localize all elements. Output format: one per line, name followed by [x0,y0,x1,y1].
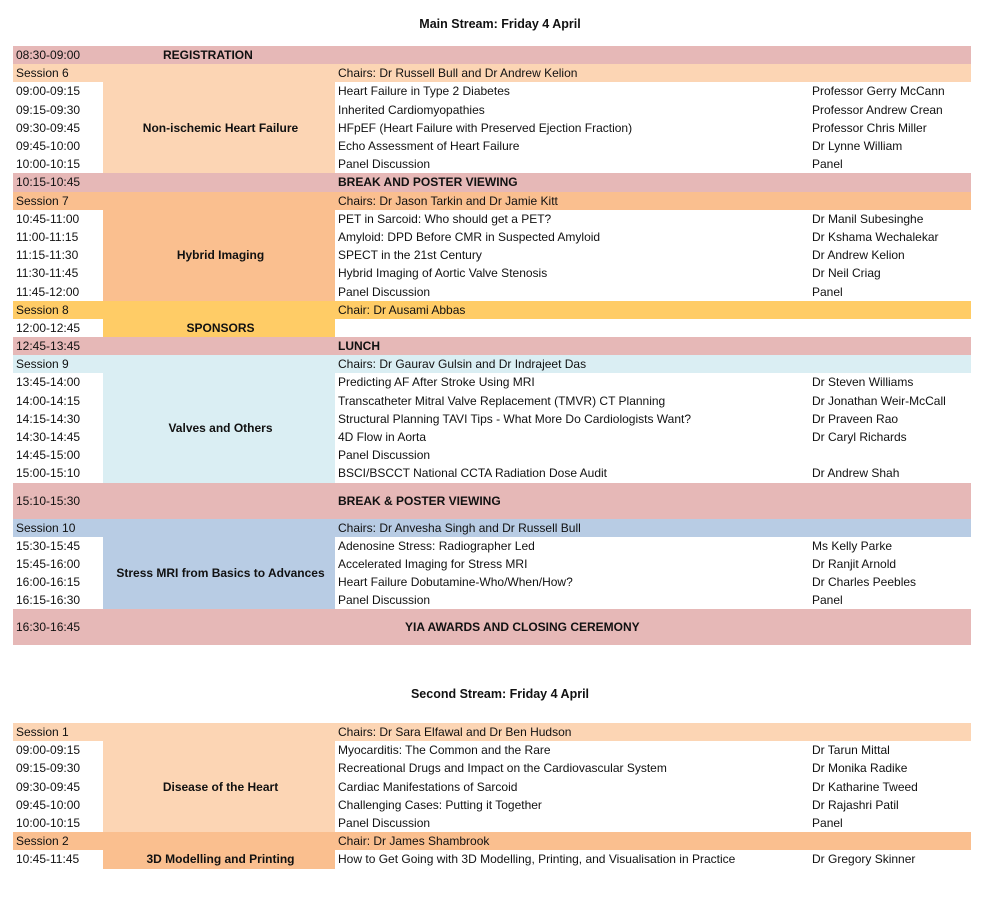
talk-speaker: Dr Andrew Kelion [812,248,905,263]
talk-title: Transcatheter Mitral Valve Replacement (TMVR) CT Planning [338,393,666,408]
talk-speaker: Dr Lynne William [812,139,903,154]
talk-speaker: Dr Jonathan Weir-McCall [812,393,946,408]
session-8-header [13,301,971,319]
registration-time: 08:30-09:00 [16,48,81,63]
table-row [13,850,971,868]
talk-time: 10:00-10:15 [16,157,81,172]
session-9-header [13,355,971,373]
talk-time: 09:45-10:00 [16,797,81,812]
closing-time: 16:30-16:45 [16,620,81,635]
talk-time: 10:00-10:15 [16,816,81,831]
talk-speaker: Dr Ranjit Arnold [812,556,897,571]
table-row [13,741,971,759]
talk-time: 15:45-16:00 [16,556,81,571]
talk-title: HFpEF (Heart Failure with Preserved Ejection Fraction) [338,120,633,135]
talk-speaker [809,446,971,464]
talk-time: 11:45-12:00 [16,284,80,299]
talk-title: SPECT in the 21st Century [338,248,482,263]
session-7-chairs: Chairs: Dr Jason Tarkin and Dr Jamie Kitt [338,193,558,208]
lunch-label: LUNCH [338,339,380,354]
registration-label: REGISTRATION [163,48,253,63]
talk-title: How to Get Going with 3D Modelling, Printing, and Visualisation in Practice [338,852,736,867]
session-7-theme: Hybrid Imaging [103,210,335,301]
table-row [13,373,971,391]
talk-speaker: Dr Steven Williams [812,375,914,390]
talk-speaker: Dr Caryl Richards [812,430,907,445]
session-6-label: Session 6 [16,66,69,81]
registration-row [13,46,971,64]
break-row [13,173,971,191]
session-6-header [13,64,971,82]
main-stream-title: Main Stream: Friday 4 April [419,17,581,31]
talk-title: Echo Assessment of Heart Failure [338,139,520,154]
talk-time: 10:45-11:45 [16,852,80,867]
session-9-theme: Valves and Others [103,373,335,482]
session-2-theme: 3D Modelling and Printing [103,850,335,868]
session-10-chairs: Chairs: Dr Anvesha Singh and Dr Russell Bull [338,520,581,535]
talk-title: Panel Discussion [338,284,431,299]
talk-title: Myocarditis: The Common and the Rare [338,743,551,758]
talk-time: 15:00-15:10 [16,466,81,481]
break-label: BREAK & POSTER VIEWING [338,493,501,508]
table-row [13,82,971,100]
session-1-label: Session 1 [16,725,69,740]
second-stream-title: Second Stream: Friday 4 April [410,687,590,701]
session-9-chairs: Chairs: Dr Gaurav Gulsin and Dr Indrajeet Das [338,357,587,372]
talk-speaker: Dr Tarun Mittal [812,743,890,758]
session-8-label: Session 8 [16,302,69,317]
talk-title: Challenging Cases: Putting it Together [338,797,542,812]
talk-speaker: Dr Gregory Skinner [812,852,916,867]
talk-speaker: Ms Kelly Parke [812,538,893,553]
table-row [13,210,971,228]
session-1-chairs: Chairs: Dr Sara Elfawal and Dr Ben Hudson [338,725,572,740]
talk-time: 09:30-09:45 [16,120,81,135]
talk-title: Inherited Cardiomyopathies [338,102,485,117]
session-10-label: Session 10 [16,520,76,535]
closing-row [13,609,971,645]
talk-title: 4D Flow in Aorta [338,430,427,445]
talk-title: Amyloid: DPD Before CMR in Suspected Amyloid [338,229,601,244]
session-1-header [13,723,971,741]
talk-title: Panel Discussion [338,157,431,172]
talk-speaker: Professor Chris Miller [812,120,927,135]
talk-speaker: Professor Gerry McCann [812,84,945,99]
talk-speaker: Panel [812,816,843,831]
talk-title: Heart Failure in Type 2 Diabetes [338,84,510,99]
table-row [13,537,971,555]
talk-time: 14:45-15:00 [16,448,81,463]
talk-time: 14:15-14:30 [16,411,81,426]
talk-title: Adenosine Stress: Radiographer Led [338,538,535,553]
talk-time: 10:45-11:00 [16,211,80,226]
break-time: 10:15-10:45 [16,175,81,190]
lunch-time: 12:45-13:45 [16,339,81,354]
talk-speaker: Panel [812,284,843,299]
talk-title: Accelerated Imaging for Stress MRI [338,556,528,571]
talk-speaker: Panel [812,593,843,608]
break-time: 15:10-15:30 [16,493,81,508]
talk-title: Structural Planning TAVI Tips - What More Do Cardiologists Want? [338,411,692,426]
talk-title: Cardiac Manifestations of Sarcoid [338,779,518,794]
talk-speaker: Dr Neil Criag [812,266,881,281]
talk-time: 11:30-11:45 [16,266,79,281]
talk-title: Recreational Drugs and Impact on the Cardiovascular System [338,761,667,776]
session-1-theme: Disease of the Heart [103,741,335,832]
break-label: BREAK AND POSTER VIEWING [338,175,518,190]
talk-title: Panel Discussion [338,593,431,608]
talk-time: 16:00-16:15 [16,575,81,590]
session-8-chair: Chair: Dr Ausami Abbas [338,302,466,317]
lunch-row [13,337,971,355]
talk-time: 09:00-09:15 [16,743,81,758]
main-stream-table [13,46,971,645]
talk-time: 11:00-11:15 [16,229,79,244]
session-10-header [13,519,971,537]
session-2-chair: Chair: Dr James Shambrook [338,834,490,849]
table-row [13,319,971,337]
talk-speaker: Dr Manil Subesinghe [812,211,924,226]
talk-time: 09:15-09:30 [16,761,81,776]
session-7-label: Session 7 [16,193,69,208]
talk-time: 15:30-15:45 [16,538,81,553]
talk-time: 09:00-09:15 [16,84,81,99]
session-2-header [13,832,971,850]
session-2-label: Session 2 [16,834,69,849]
talk-time: 09:45-10:00 [16,139,81,154]
closing-label: YIA AWARDS AND CLOSING CEREMONY [405,620,640,635]
session-9-label: Session 9 [16,357,69,372]
session-8-theme: SPONSORS [103,319,335,337]
talk-title: Panel Discussion [338,816,431,831]
talk-speaker: Panel [812,157,843,172]
talk-title: Predicting AF After Stroke Using MRI [338,375,535,390]
talk-time: 11:15-11:30 [16,248,79,263]
break-row [13,483,971,519]
session-6-theme: Non-ischemic Heart Failure [103,82,335,173]
talk-title: BSCI/BSCCT National CCTA Radiation Dose Audit [338,466,608,481]
session-10-theme: Stress MRI from Basics to Advances [103,537,335,610]
talk-title: PET in Sarcoid: Who should get a PET? [338,211,552,226]
session-6-chairs: Chairs: Dr Russell Bull and Dr Andrew Kelion [338,66,578,81]
second-stream-table [13,723,971,869]
talk-time: 09:15-09:30 [16,102,81,117]
talk-title: Panel Discussion [338,448,431,463]
talk-time: 09:30-09:45 [16,779,81,794]
talk-speaker: Dr Katharine Tweed [812,779,918,794]
talk-speaker: Dr Praveen Rao [812,411,899,426]
talk-speaker: Dr Andrew Shah [812,466,900,481]
talk-time: 12:00-12:45 [16,320,81,335]
talk-speaker: Dr Rajashri Patil [812,797,899,812]
session-7-header [13,192,971,210]
talk-speaker: Professor Andrew Crean [812,102,943,117]
talk-time: 16:15-16:30 [16,593,81,608]
talk-speaker: Dr Kshama Wechalekar [812,229,939,244]
talk-time: 14:30-14:45 [16,430,81,445]
talk-speaker: Dr Charles Peebles [812,575,917,590]
talk-time: 13:45-14:00 [16,375,81,390]
talk-title: Heart Failure Dobutamine-Who/When/How? [338,575,573,590]
talk-speaker: Dr Monika Radike [812,761,908,776]
talk-time: 14:00-14:15 [16,393,81,408]
talk-title: Hybrid Imaging of Aortic Valve Stenosis [338,266,548,281]
